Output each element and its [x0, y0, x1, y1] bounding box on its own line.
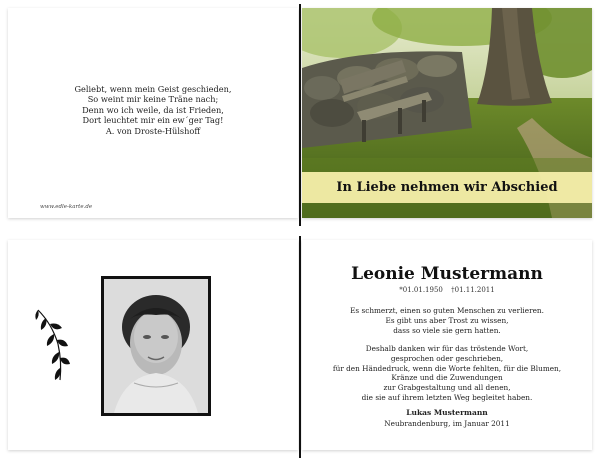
text-line: dass so viele sie gern hatten. [393, 325, 501, 335]
condolence-paragraph [302, 306, 592, 335]
portrait-frame [101, 276, 211, 416]
website-label: www.edle-karte.de [40, 204, 93, 210]
text-line: Kränze und die Zuwendungen [391, 373, 503, 383]
top-fold-line [299, 4, 301, 226]
card-inside-right-panel [302, 240, 592, 450]
signer-name: Lukas Mustermann [406, 408, 488, 417]
poem-line: So weint mir keine Träne nach; [87, 94, 219, 105]
text-line: gesprochen oder geschrieben, [390, 353, 504, 363]
poem-author: A. von Droste-Hülshoff [105, 125, 201, 136]
card-front-left-panel [8, 8, 298, 218]
life-dates [302, 286, 592, 294]
branch-ornament-icon [32, 304, 76, 384]
text-line: Es schmerzt, einen so guten Menschen zu verlieren. [350, 306, 544, 315]
text-line: Es gibt uns aber Trost zu wissen, [385, 315, 509, 325]
card-inside-left-panel [8, 240, 298, 450]
text-line: für den Händedruck, wenn die Worte fehlten, für die Blumen, [332, 363, 562, 373]
poem-line: Denn wo ich weile, da ist Frieden, [82, 104, 224, 115]
bottom-fold-line [299, 236, 301, 458]
card-front-right-panel [302, 8, 592, 218]
text-line: Deshalb danken wir für das tröstende Wort, [365, 344, 529, 353]
poem [8, 84, 298, 136]
farewell-banner: In Liebe nehmen wir Abschied [302, 172, 592, 203]
deceased-name: Leonie Mustermann [351, 264, 543, 284]
text-line: zur Grabgestaltung und all denen, [383, 383, 511, 393]
portrait-photo [104, 279, 208, 413]
portrait-image [104, 279, 208, 413]
place-date: Neubrandenburg, im Januar 2011 [384, 419, 510, 428]
thanks-paragraph [302, 344, 592, 403]
poem-line: Geliebt, wenn mein Geist geschieden, [74, 84, 232, 94]
death-date: †01.11.2011 [451, 286, 495, 294]
poem-line: Dort leuchtet mir ein ew´ger Tag! [82, 115, 224, 126]
birth-date: *01.01.1950 [399, 286, 443, 294]
text-line: die sie auf ihrem letzten Weg begleitet haben. [361, 392, 533, 402]
